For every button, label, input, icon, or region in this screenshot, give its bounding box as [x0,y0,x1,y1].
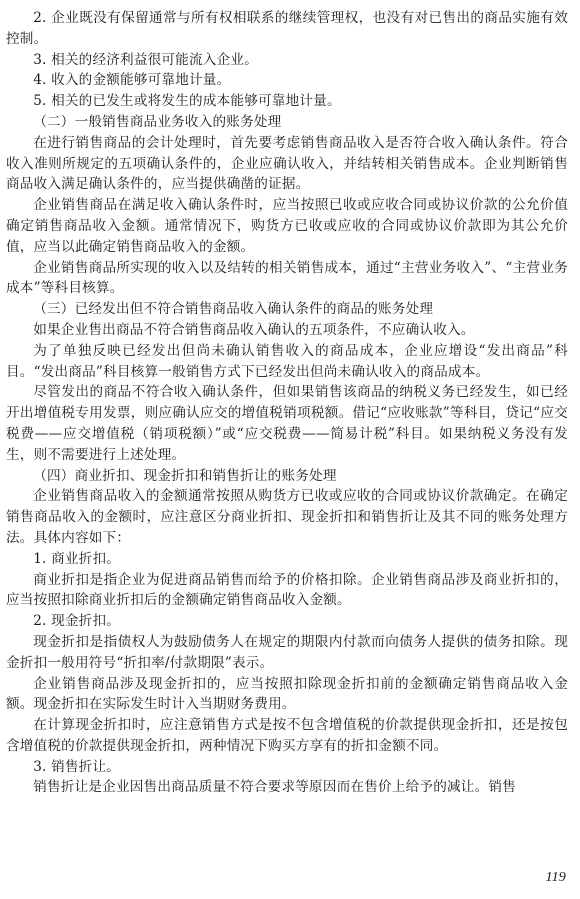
paragraph: 如果企业售出商品不符合销售商品收入确认的五项条件，不应确认收入。 [33,321,475,338]
paragraph: （二）一般销售商品业务收入的账务处理 [33,113,282,130]
paragraph: 2. 企业既没有保留通常与所有权相联系的继续管理权，也没有对已售出的商品实施有效控制。 [6,10,568,47]
paragraph: 商业折扣是指企业为促进商品销售而给予的价格扣除。企业销售商品涉及商业折扣的，应当按照扣除商业折扣后的金额确定销售商品收入金额。 [6,571,568,609]
paragraph: 4. 收入的金额能够可靠地计量。 [33,72,231,89]
paragraph: 企业销售商品在满足收入确认条件时，应当按照已收或应收合同或协议价款的公允价值确定销售商品收入金额。通常情况下，购货方已收或应收的合同或协议价款即为其公允价值，应当以此确定销售商品收入的金额。 [6,197,568,255]
document-body [6,8,568,798]
paragraph: 2. 现金折扣。 [33,613,121,630]
paragraph: 3. 销售折让。 [33,758,121,775]
page-number: 119 [545,870,566,886]
paragraph: 1. 商业折扣。 [33,550,121,567]
paragraph: （三）已经发出但不符合销售商品收入确认条件的商品的账务处理 [33,301,434,318]
paragraph: 企业销售商品收入的金额通常按照从购货方已收或应收的合同或协议价款确定。在确定销售商品收入的金额时，应注意区分商业折扣、现金折扣和销售折让及其不同的账务处理方法。具体内容如下： [6,488,568,546]
paragraph: 为了单独反映已经发出但尚未确认销售收入的商品成本，企业应增设“发出商品”科目。“发出商品”科目核算一般销售方式下已经发出但尚未确认收入的商品成本。 [6,342,568,380]
paragraph: 尽管发出的商品不符合收入确认条件，但如果销售该商品的纳税义务已经发生，如已经开出增值税专用发票，则应确认应交的增值税销项税额。借记“应收账款”等科目，贷记“应交税费——应交增值税（销项税额）”或“应交税费——简易计税”科目。如果纳税义务没有发生，则不需要进行上述处理。 [6,384,568,463]
paragraph: 3. 相关的经济利益很可能流入企业。 [33,51,258,68]
paragraph: 在进行销售商品的会计处理时，首先要考虑销售商品收入是否符合收入确认条件。符合收入准则所规定的五项确认条件的，企业应确认收入，并结转相关销售成本。企业判断销售商品收入满足确认条件的，应当提供确凿的证据。 [6,134,568,193]
paragraph: （四）商业折扣、现金折扣和销售折让的账务处理 [33,467,337,484]
paragraph: 5. 相关的已发生或将发生的成本能够可靠地计量。 [33,93,341,110]
paragraph: 销售折让是企业因售出商品质量不符合要求等原因而在售价上给予的减让。销售 [33,779,516,796]
paragraph: 现金折扣是指债权人为鼓励债务人在规定的期限内付款而向债务人提供的债务扣除。现金折扣一般用符号“折扣率/付款期限”表示。 [6,633,568,671]
paragraph: 企业销售商品涉及现金折扣的，应当按照扣除现金折扣前的金额确定销售商品收入金额。现金折扣在实际发生时计入当期财务费用。 [6,675,568,713]
paragraph: 在计算现金折扣时，应注意销售方式是按不包含增值税的价款提供现金折扣，还是按包含增值税的价款提供现金折扣，两种情况下购买方享有的折扣金额不同。 [6,717,568,754]
paragraph: 企业销售商品所实现的收入以及结转的相关销售成本，通过“主营业务收入”、“主营业务成本”等科目核算。 [6,259,568,297]
